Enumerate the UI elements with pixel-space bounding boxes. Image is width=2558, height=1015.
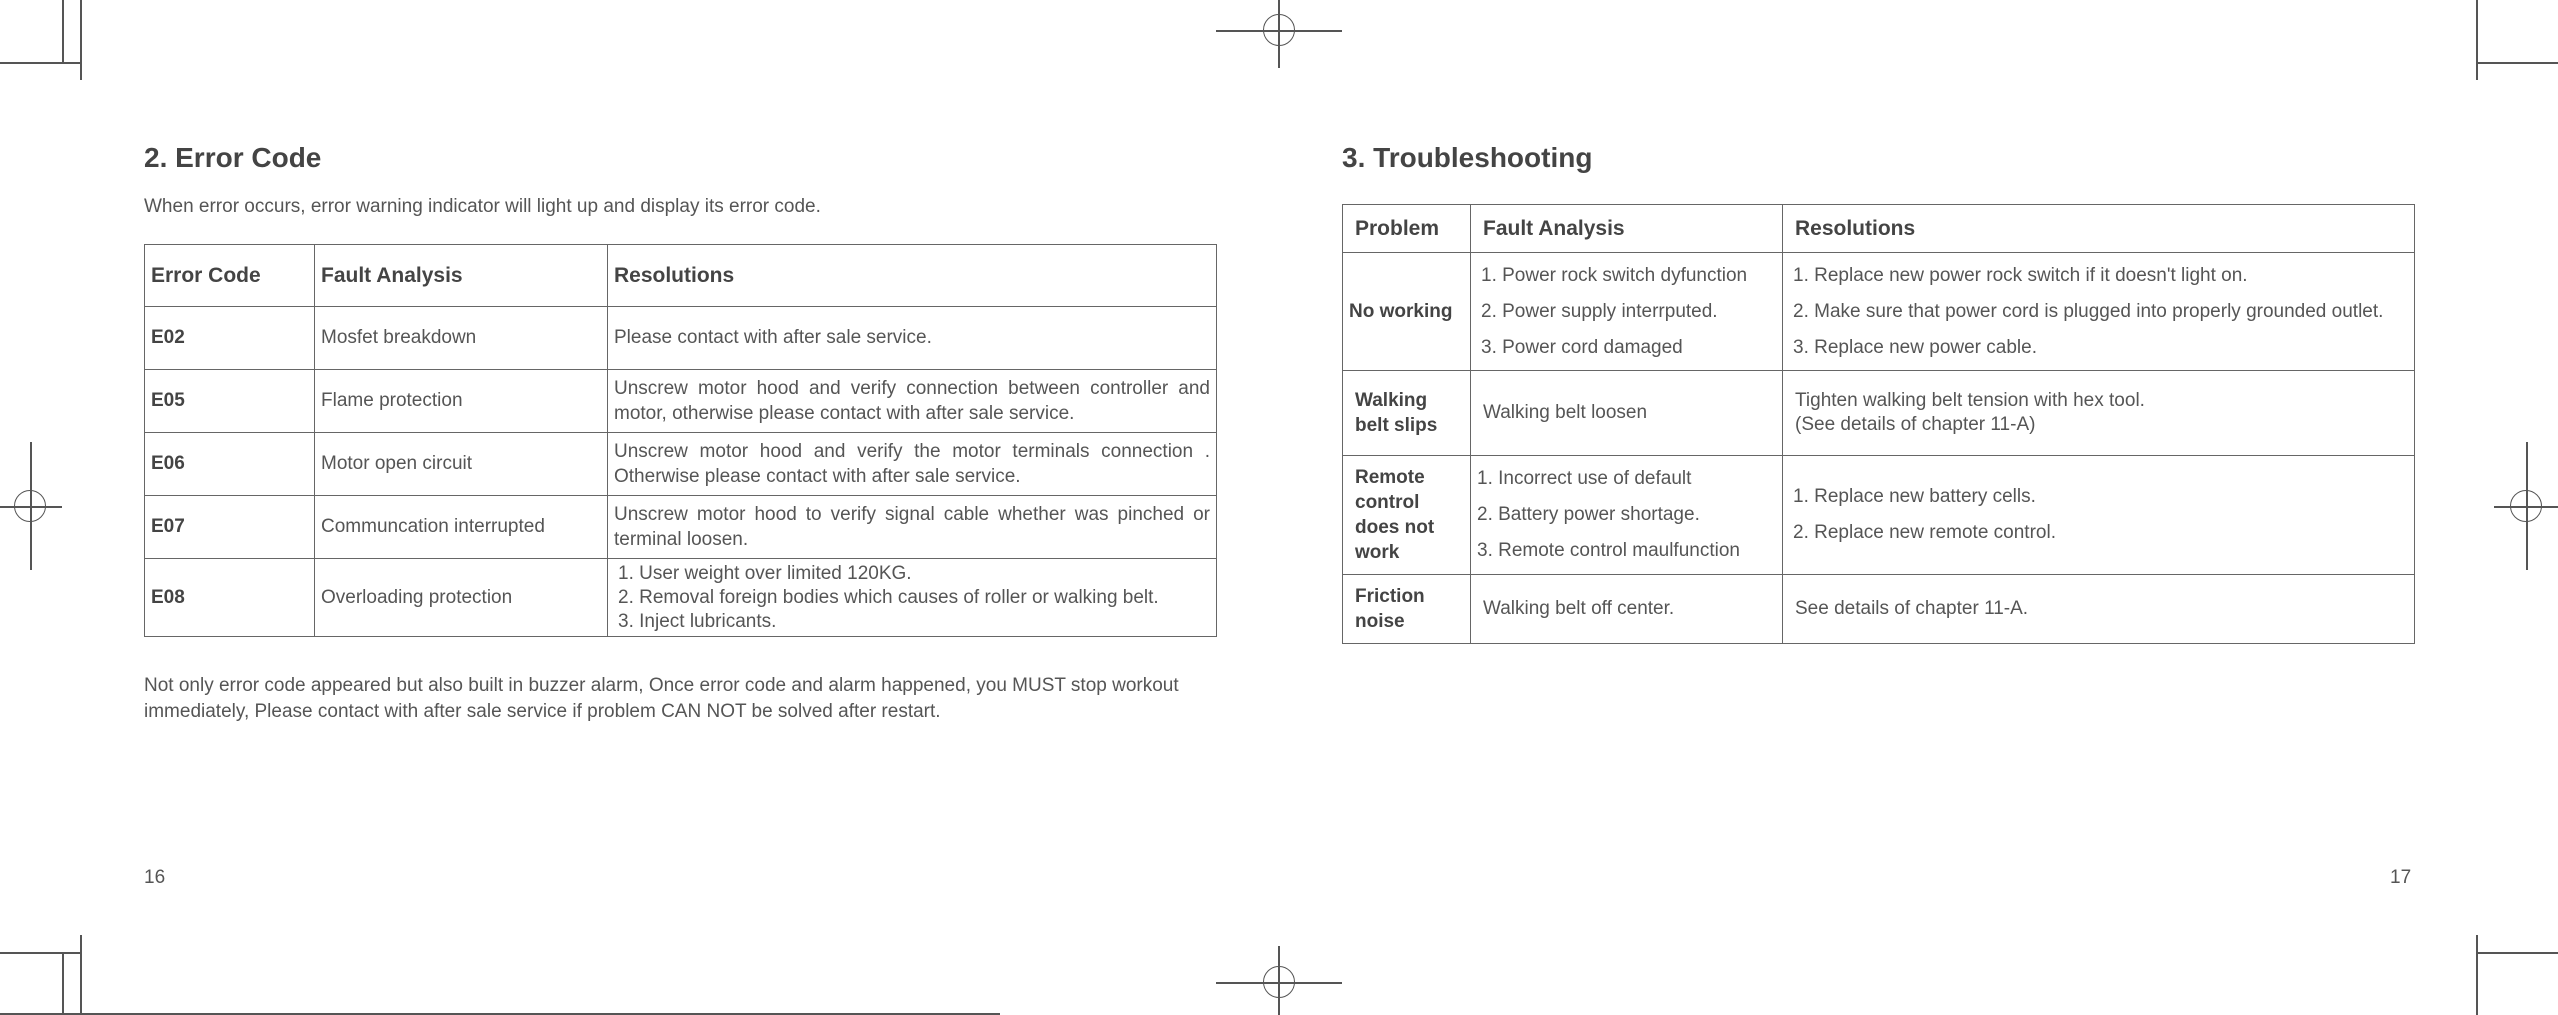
fault-cell: Motor open circuit: [315, 433, 608, 496]
resolution-cell: [1783, 456, 2415, 575]
resolution-item: 2. Replace new remote control.: [1793, 522, 2056, 543]
fault-item: 3. Remote control maulfunction: [1477, 540, 1740, 561]
table-row: [1343, 575, 2415, 644]
resolution-cell: Unscrew motor hood to verify signal cable whether was pinched or terminal loosen.: [608, 496, 1217, 559]
section-title-error-code: 2. Error Code: [144, 142, 322, 173]
resolution-cell: [1783, 253, 2415, 371]
fault-cell: [1471, 253, 1783, 371]
resolution-cell: Please contact with after sale service.: [608, 307, 1217, 370]
resolution-cell: Unscrew motor hood and verify connection between controller and motor, otherwise please contact with after sale service.: [608, 370, 1217, 433]
fault-cell: Walking belt off center.: [1471, 575, 1783, 644]
error-code-cell: E06: [145, 433, 315, 496]
header-fault-analysis: Fault Analysis: [1471, 205, 1783, 253]
error-code-footnote: Not only error code appeared but also built in buzzer alarm, Once error code and alarm happened, you MUST stop workout immediately, Please contact with after sale service if problem CAN NOT be solved after restart.: [144, 675, 1179, 722]
page-number-right: 17: [2390, 867, 2412, 888]
resolution-cell: [1783, 371, 2415, 456]
fault-item: 1. Incorrect use of default: [1477, 468, 1692, 489]
error-code-cell: E08: [145, 559, 315, 637]
resolution-item: 1. Replace new power rock switch if it doesn't light on.: [1793, 264, 2248, 286]
header-fault-analysis: Fault Analysis: [315, 245, 608, 307]
resolution-item: 2. Removal foreign bodies which causes of roller or walking belt.: [618, 586, 1159, 608]
fault-cell: Communcation interrupted: [315, 496, 608, 559]
problem-cell: Friction noise: [1343, 575, 1471, 644]
fault-item: 1. Power rock switch dyfunction: [1481, 264, 1748, 286]
fault-cell: [1471, 456, 1783, 575]
table-header-row: [1343, 205, 2415, 253]
header-problem: Problem: [1343, 205, 1471, 253]
table-row: [145, 370, 1217, 433]
resolution-item: 1. User weight over limited 120KG.: [618, 562, 912, 584]
section-title-troubleshooting: 3. Troubleshooting: [1342, 142, 1593, 173]
troubleshooting-table: [1342, 204, 2415, 644]
problem-cell: Remote control does not work: [1343, 456, 1471, 575]
page-number-left: 16: [144, 867, 166, 888]
fault-item: 3. Power cord damaged: [1481, 336, 1683, 358]
resolution-item: (See details of chapter 11-A): [1795, 414, 2036, 435]
header-error-code: Error Code: [145, 245, 315, 307]
fault-cell: Walking belt loosen: [1471, 371, 1783, 456]
error-code-cell: E02: [145, 307, 315, 370]
header-resolutions: Resolutions: [608, 245, 1217, 307]
fault-item: 2. Battery power shortage.: [1477, 504, 1700, 525]
error-code-cell: E07: [145, 496, 315, 559]
resolution-cell: Unscrew motor hood and verify the motor terminals connection . Otherwise please contact with after sale service.: [608, 433, 1217, 496]
table-row: [1343, 253, 2415, 371]
resolution-item: 2. Make sure that power cord is plugged into properly grounded outlet.: [1793, 300, 2384, 322]
bottom-trim-line: [0, 1013, 1000, 1015]
fault-cell: Overloading protection: [315, 559, 608, 637]
error-code-table: [144, 244, 1217, 637]
table-row: [145, 559, 1217, 637]
table-row: [145, 307, 1217, 370]
table-header-row: [145, 245, 1217, 307]
fault-cell: Flame protection: [315, 370, 608, 433]
table-row: [1343, 371, 2415, 456]
header-resolutions: Resolutions: [1783, 205, 2415, 253]
fault-cell: Mosfet breakdown: [315, 307, 608, 370]
resolution-cell: See details of chapter 11-A.: [1783, 575, 2415, 644]
table-row: [145, 496, 1217, 559]
fault-item: 2. Power supply interrputed.: [1481, 300, 1718, 322]
table-row: [1343, 456, 2415, 575]
resolution-cell: [608, 559, 1217, 637]
resolution-item: 1. Replace new battery cells.: [1793, 486, 2036, 507]
problem-cell: No working: [1343, 253, 1471, 371]
resolution-item: 3. Inject lubricants.: [618, 610, 777, 632]
problem-cell: Walking belt slips: [1343, 371, 1471, 456]
table-row: [145, 433, 1217, 496]
resolution-item: Tighten walking belt tension with hex tool.: [1795, 390, 2145, 411]
error-code-cell: E05: [145, 370, 315, 433]
resolution-item: 3. Replace new power cable.: [1793, 336, 2037, 358]
error-code-intro: When error occurs, error warning indicator will light up and display its error code.: [144, 196, 821, 217]
